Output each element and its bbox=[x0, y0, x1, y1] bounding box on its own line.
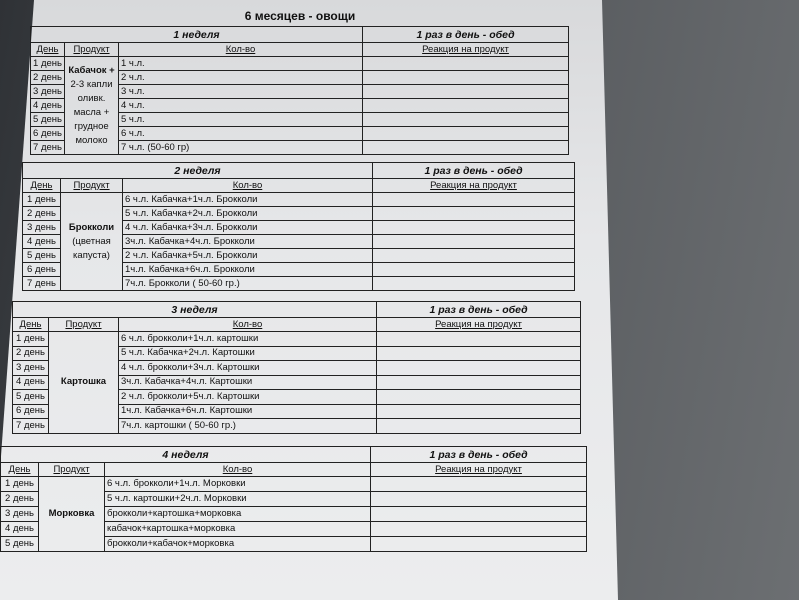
week-title: 2 неделя bbox=[23, 163, 373, 179]
reaction-cell[interactable] bbox=[373, 193, 575, 207]
qty-cell: 7 ч.л. (50-60 гр) bbox=[119, 141, 363, 155]
day-cell: 3 день bbox=[1, 507, 39, 522]
day-cell: 5 день bbox=[23, 249, 61, 263]
week-title: 3 неделя bbox=[13, 302, 377, 318]
reaction-cell[interactable] bbox=[373, 263, 575, 277]
col-header-qty: Кол-во bbox=[105, 463, 371, 477]
day-cell: 4 день bbox=[31, 99, 65, 113]
qty-cell: 6 ч.л. брокколи+1ч.л. Морковки bbox=[105, 477, 371, 492]
day-cell: 2 день bbox=[31, 71, 65, 85]
reaction-cell[interactable] bbox=[373, 249, 575, 263]
col-header-day: День bbox=[31, 43, 65, 57]
product-name: Брокколи bbox=[68, 221, 115, 233]
reaction-cell[interactable] bbox=[377, 332, 581, 347]
qty-cell: кабачок+картошка+морковка bbox=[105, 522, 371, 537]
reaction-cell[interactable] bbox=[371, 522, 587, 537]
day-cell: 3 день bbox=[13, 361, 49, 376]
week-table-1 bbox=[30, 26, 568, 155]
qty-cell: 1ч.л. Кабачка+6ч.л. Картошки bbox=[119, 404, 377, 419]
reaction-cell[interactable] bbox=[373, 235, 575, 249]
reaction-cell[interactable] bbox=[371, 507, 587, 522]
qty-cell: 5 ч.л. картошки+2ч.л. Морковки bbox=[105, 492, 371, 507]
reaction-cell[interactable] bbox=[377, 361, 581, 376]
week-grid bbox=[30, 26, 569, 155]
product-cell bbox=[49, 332, 119, 434]
reaction-cell[interactable] bbox=[363, 113, 569, 127]
product-cell bbox=[65, 57, 119, 155]
day-cell: 7 день bbox=[23, 277, 61, 291]
week-grid bbox=[12, 301, 581, 434]
table-row bbox=[13, 332, 581, 347]
day-cell: 4 день bbox=[23, 235, 61, 249]
day-cell: 2 день bbox=[1, 492, 39, 507]
week-grid bbox=[0, 446, 587, 552]
day-cell: 3 день bbox=[31, 85, 65, 99]
reaction-cell[interactable] bbox=[363, 85, 569, 99]
day-cell: 6 день bbox=[31, 127, 65, 141]
day-cell: 5 день bbox=[31, 113, 65, 127]
week-title: 1 неделя bbox=[31, 27, 363, 43]
col-header-day: День bbox=[23, 179, 61, 193]
reaction-cell[interactable] bbox=[377, 375, 581, 390]
reaction-cell[interactable] bbox=[371, 537, 587, 552]
qty-cell: 2 ч.л. bbox=[119, 71, 363, 85]
product-name: Кабачок + bbox=[68, 64, 115, 76]
qty-cell: 1ч.л. Кабачка+6ч.л. Брокколи bbox=[123, 263, 373, 277]
qty-cell: 6 ч.л. Кабачка+1ч.л. Брокколи bbox=[123, 193, 373, 207]
qty-cell: 6 ч.л. bbox=[119, 127, 363, 141]
reaction-cell[interactable] bbox=[363, 99, 569, 113]
meal-note: 1 раз в день - обед bbox=[377, 302, 581, 318]
qty-cell: 4 ч.л. bbox=[119, 99, 363, 113]
col-header-qty: Кол-во bbox=[119, 318, 377, 332]
table-row bbox=[23, 193, 575, 207]
col-header-reaction: Реакция на продукт bbox=[363, 43, 569, 57]
reaction-cell[interactable] bbox=[371, 477, 587, 492]
week-table-3 bbox=[12, 301, 580, 434]
table-row bbox=[31, 57, 569, 71]
day-cell: 2 день bbox=[23, 207, 61, 221]
week-table-2 bbox=[22, 162, 574, 291]
qty-cell: 7ч.л. Брокколи ( 50-60 гр.) bbox=[123, 277, 373, 291]
qty-cell: брокколи+кабачок+морковка bbox=[105, 537, 371, 552]
week-table-4 bbox=[0, 446, 586, 552]
day-cell: 5 день bbox=[1, 537, 39, 552]
day-cell: 1 день bbox=[23, 193, 61, 207]
meal-note: 1 раз в день - обед bbox=[371, 447, 587, 463]
page-title: 6 месяцев - овощи bbox=[244, 9, 356, 23]
day-cell: 7 день bbox=[31, 141, 65, 155]
day-cell: 2 день bbox=[13, 346, 49, 361]
day-cell: 5 день bbox=[13, 390, 49, 405]
reaction-cell[interactable] bbox=[363, 71, 569, 85]
col-header-qty: Кол-во bbox=[119, 43, 363, 57]
week-grid bbox=[22, 162, 575, 291]
reaction-cell[interactable] bbox=[371, 492, 587, 507]
qty-cell: 3ч.л. Кабачка+4ч.л. Картошки bbox=[119, 375, 377, 390]
reaction-cell[interactable] bbox=[363, 141, 569, 155]
qty-cell: 1 ч.л. bbox=[119, 57, 363, 71]
day-cell: 1 день bbox=[13, 332, 49, 347]
day-cell: 6 день bbox=[23, 263, 61, 277]
product-cell bbox=[61, 193, 123, 291]
product-name: Картошка bbox=[60, 376, 107, 388]
week-title: 4 неделя bbox=[1, 447, 371, 463]
col-header-product: Продукт bbox=[39, 463, 105, 477]
reaction-cell[interactable] bbox=[377, 404, 581, 419]
qty-cell: брокколи+картошка+морковка bbox=[105, 507, 371, 522]
product-note: 2-3 капли оливк. масла + грудное молоко bbox=[70, 78, 113, 146]
reaction-cell[interactable] bbox=[363, 57, 569, 71]
day-cell: 1 день bbox=[31, 57, 65, 71]
product-cell bbox=[39, 477, 105, 552]
qty-cell: 3ч.л. Кабачка+4ч.л. Брокколи bbox=[123, 235, 373, 249]
col-header-product: Продукт bbox=[49, 318, 119, 332]
col-header-reaction: Реакция на продукт bbox=[373, 179, 575, 193]
col-header-product: Продукт bbox=[61, 179, 123, 193]
col-header-reaction: Реакция на продукт bbox=[371, 463, 587, 477]
reaction-cell[interactable] bbox=[373, 221, 575, 235]
meal-note: 1 раз в день - обед bbox=[363, 27, 569, 43]
day-cell: 1 день bbox=[1, 477, 39, 492]
qty-cell: 5 ч.л. Кабачка+2ч.л. Картошки bbox=[119, 346, 377, 361]
qty-cell: 4 ч.л. Кабачка+3ч.л. Брокколи bbox=[123, 221, 373, 235]
reaction-cell[interactable] bbox=[377, 346, 581, 361]
table-row bbox=[1, 477, 587, 492]
product-note: (цветная капуста) bbox=[72, 235, 111, 261]
reaction-cell[interactable] bbox=[377, 419, 581, 434]
day-cell: 4 день bbox=[1, 522, 39, 537]
qty-cell: 2 ч.л. брокколи+5ч.л. Картошки bbox=[119, 390, 377, 405]
qty-cell: 4 ч.л. брокколи+3ч.л. Картошки bbox=[119, 361, 377, 376]
qty-cell: 3 ч.л. bbox=[119, 85, 363, 99]
reaction-cell[interactable] bbox=[377, 390, 581, 405]
col-header-qty: Кол-во bbox=[123, 179, 373, 193]
product-name: Морковка bbox=[48, 508, 95, 519]
col-header-reaction: Реакция на продукт bbox=[377, 318, 581, 332]
meal-note: 1 раз в день - обед bbox=[373, 163, 575, 179]
day-cell: 3 день bbox=[23, 221, 61, 235]
col-header-product: Продукт bbox=[65, 43, 119, 57]
reaction-cell[interactable] bbox=[363, 127, 569, 141]
reaction-cell[interactable] bbox=[373, 277, 575, 291]
col-header-day: День bbox=[1, 463, 39, 477]
qty-cell: 5 ч.л. bbox=[119, 113, 363, 127]
qty-cell: 6 ч.л. брокколи+1ч.л. картошки bbox=[119, 332, 377, 347]
day-cell: 7 день bbox=[13, 419, 49, 434]
qty-cell: 2 ч.л. Кабачка+5ч.л. Брокколи bbox=[123, 249, 373, 263]
qty-cell: 5 ч.л. Кабачка+2ч.л. Брокколи bbox=[123, 207, 373, 221]
day-cell: 6 день bbox=[13, 404, 49, 419]
qty-cell: 7ч.л. картошки ( 50-60 гр.) bbox=[119, 419, 377, 434]
col-header-day: День bbox=[13, 318, 49, 332]
day-cell: 4 день bbox=[13, 375, 49, 390]
reaction-cell[interactable] bbox=[373, 207, 575, 221]
